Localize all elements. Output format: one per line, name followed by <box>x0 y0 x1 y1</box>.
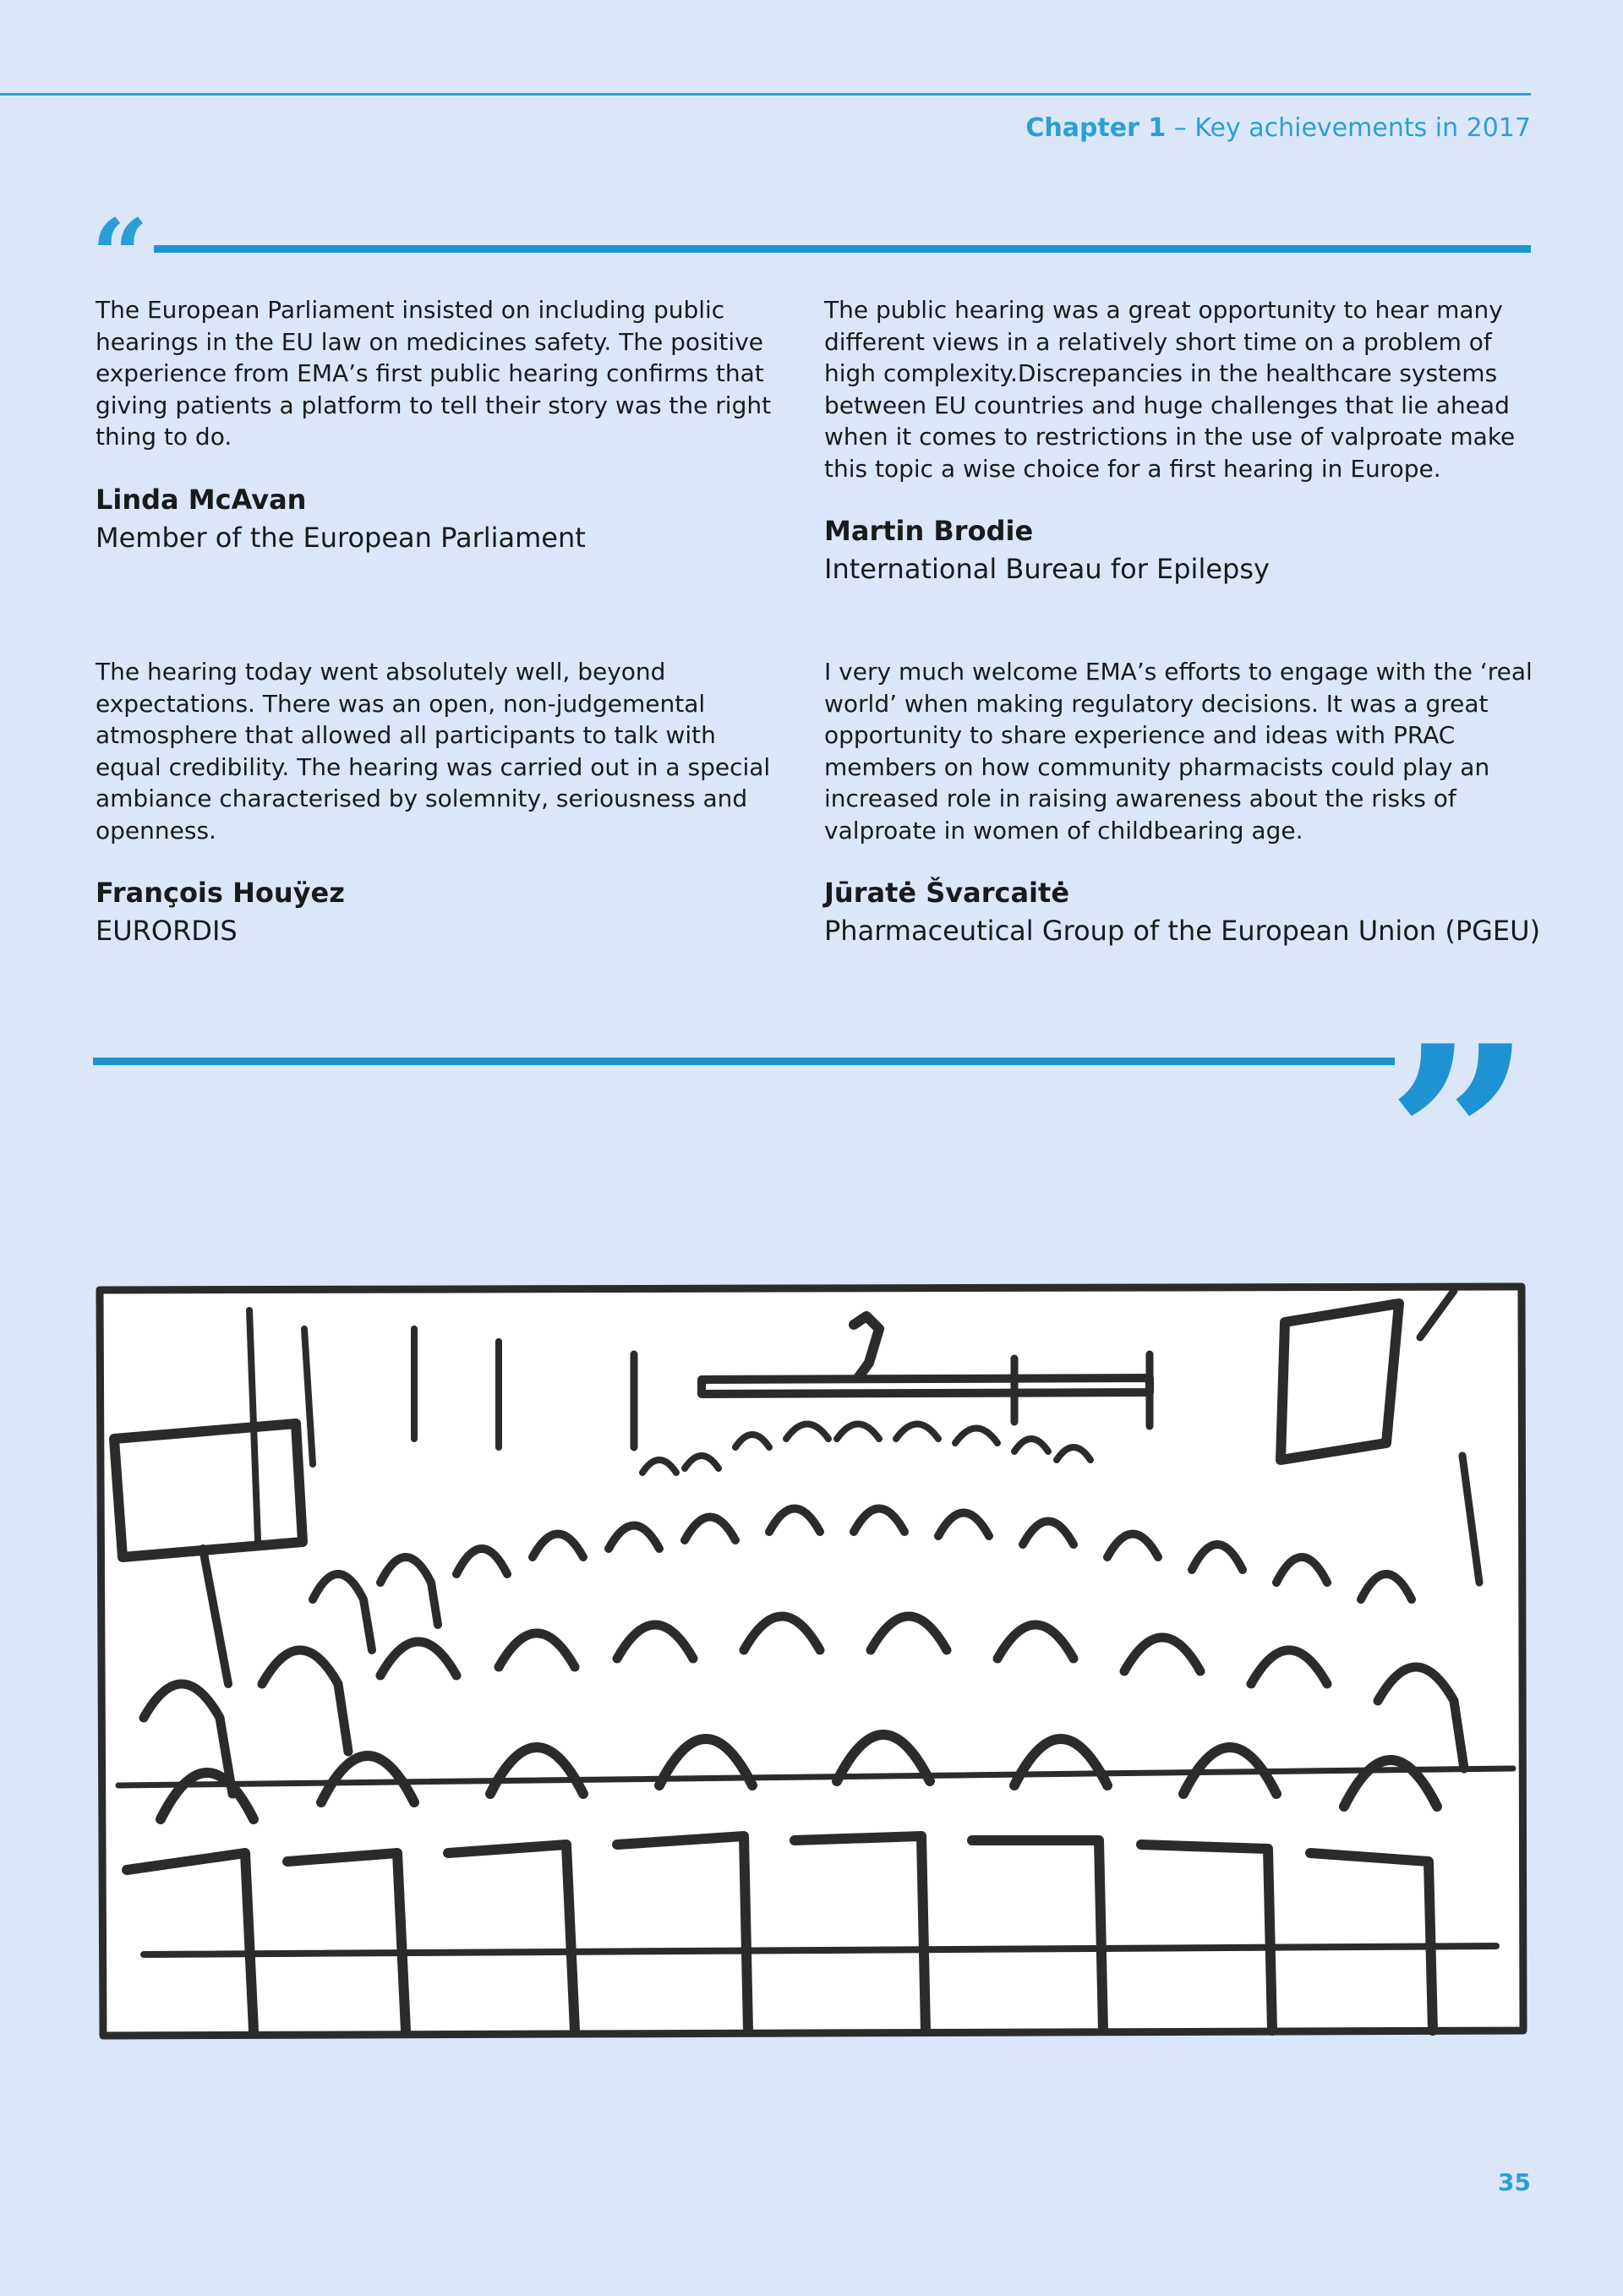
chapter-label: Chapter 1 <box>1025 113 1167 143</box>
quote-author: Martin Brodie <box>824 515 1034 547</box>
open-quote-mark: “ <box>91 206 149 274</box>
audience-illustration <box>93 1278 1530 2043</box>
quote-organisation: EURORDIS <box>96 915 238 947</box>
quote-text: The hearing today went absolutely well, beyond expectations. There was an open, non-judgemental atmosphere that allowed all participants to talk with equal credibility. The hearing was carried out in a special ambiance characterised by solemnity, seriousness and openness. <box>96 658 771 845</box>
running-header <box>1025 113 1531 143</box>
quote-block <box>96 294 789 555</box>
quote-organisation: Pharmaceutical Group of the European Union (PGEU) <box>824 915 1541 947</box>
chapter-title: Key achievements in 2017 <box>1194 113 1531 143</box>
close-quote-mark: ” <box>1386 1013 1533 1173</box>
quote-text: I very much welcome EMA’s efforts to engage with the ‘real world’ when making regulatory decisions. It was a great opportunity to share experience and ideas with PRAC members on how community pharmacists could play an increased role in raising awareness about the risks of valproate in women of childbearing age. <box>824 658 1533 845</box>
quote-text: The public hearing was a great opportunity to hear many different views in a relatively short time on a problem of high complexity.Discrepancies in the healthcare systems between EU countries and huge challenges that lie ahead when it comes to restrictions in the use of valproate make this topic a wise choice for a first hearing in Europe. <box>824 296 1516 483</box>
quote-rule-top <box>154 245 1531 253</box>
quote-author: Linda McAvan <box>96 483 307 516</box>
quote-block <box>824 294 1543 587</box>
header-separator: – <box>1166 113 1195 143</box>
quote-organisation: International Bureau for Epilepsy <box>824 553 1270 585</box>
quote-author: François Houÿez <box>96 877 345 909</box>
quote-rule-bottom <box>93 1058 1395 1065</box>
quote-organisation: Member of the European Parliament <box>96 521 586 554</box>
quote-block <box>824 656 1543 948</box>
quote-block <box>96 656 789 948</box>
header-rule <box>0 93 1531 96</box>
page-number: 35 <box>1498 2168 1531 2196</box>
quote-text: The European Parliament insisted on including public hearings in the EU law on medicines safety. The positive experience from EMA’s first public hearing confirms that giving patients a platform to tell their story was the right thing to do. <box>96 296 772 451</box>
quote-author: Jūratė Švarcaitė <box>824 877 1070 909</box>
